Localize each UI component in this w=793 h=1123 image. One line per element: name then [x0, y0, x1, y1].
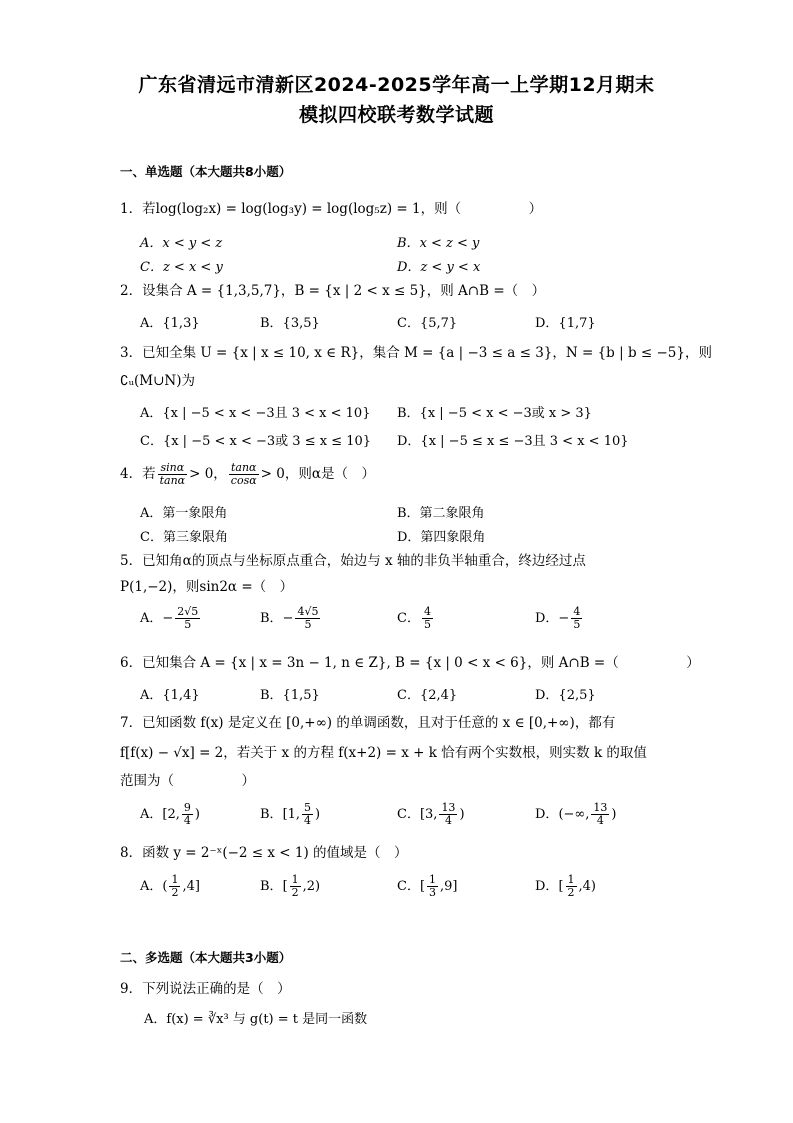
- question-8-stem: 8．函数 y = 2⁻ˣ(−2 ≤ x < 1) 的值域是（ ）: [120, 845, 408, 861]
- question-8-option-c: C．[ $\frac{1}{3}$ ,9]: [397, 873, 458, 899]
- question-2-option-c: C．{5,7}: [397, 316, 458, 331]
- question-6-option-b: B．{1,5}: [260, 688, 320, 703]
- question-4-fraction-2: $\frac{\tan\alpha}{\cos\alpha}$: [230, 461, 257, 487]
- question-7-stem-line3: 范围为（ ）: [120, 773, 255, 789]
- question-3-option-a: A．{x | −5 < x < −3且 3 < x < 10}: [140, 406, 371, 421]
- question-5-stem-line1: 5．已知角α的顶点与坐标原点重合，始边与 x 轴的非负半轴重合，终边经过点: [120, 553, 586, 569]
- question-5-stem-line2: P(1,−2)，则sin2α =（ ）: [120, 579, 294, 595]
- question-1-text: log(log₂x) = log(log₃y) = log(log₅z) = 1，则（ ）: [155, 201, 543, 217]
- question-2-option-a: A．{1,3}: [140, 316, 200, 331]
- question-4-option-c: C．第三象限角: [140, 530, 228, 545]
- question-4-stem: 4．若 $\frac{\sin\alpha}{\tan\alpha}$ > 0， $\frac{\tan\alpha}{\cos\alpha}$ > 0，则α是（ ）: [120, 461, 375, 487]
- question-4-option-a: A．第一象限角: [140, 506, 228, 521]
- question-1-option-b: B．x < z < y: [397, 236, 480, 251]
- section-heading-multi-choice: 二、多选题（本大题共3小题）: [120, 950, 292, 965]
- question-5-option-d: D．− $\frac{4}{5}$: [535, 605, 581, 631]
- section-heading-single-choice: 一、单选题（本大题共8小题）: [120, 164, 292, 179]
- question-7-option-b: B．[1, $\frac{5}{4}$ ): [260, 801, 321, 827]
- question-5-option-b: B．− $\frac{4√5}{5}$: [260, 605, 319, 631]
- question-1-option-a: A．x < y < z: [140, 236, 223, 251]
- question-3-option-b: B．{x | −5 < x < −3或 x > 3}: [397, 406, 592, 421]
- question-2-stem: 2．设集合 A = {1,3,5,7}，B = {x | 2 < x ≤ 5}，则 A∩B =（ ）: [120, 283, 546, 299]
- question-4-option-d: D．第四象限角: [397, 530, 486, 545]
- question-3-stem-line1: 3．已知全集 U = {x | x ≤ 10, x ∈ R}，集合 M = {a | −3 ≤ a ≤ 3}，N = {b | b ≤ −5}，则: [120, 345, 712, 361]
- question-9-stem: 9．下列说法正确的是（ ）: [120, 981, 291, 997]
- question-5-option-a: A．− $\frac{2√5}{5}$: [140, 605, 199, 631]
- question-2-option-b: B．{3,5}: [260, 316, 320, 331]
- question-4-option-b: B．第二象限角: [397, 506, 485, 521]
- question-3-option-d: D．{x | −5 ≤ x ≤ −3且 3 < x < 10}: [397, 434, 629, 449]
- question-6-option-c: C．{2,4}: [397, 688, 458, 703]
- question-8-option-b: B．[ $\frac{1}{2}$ ,2): [260, 873, 321, 899]
- question-1-stem: [120, 198, 680, 220]
- question-8-option-a: A．( $\frac{1}{2}$ ,4]: [140, 873, 200, 899]
- question-9-option-a: A．f(x) = ∛x³ 与 g(t) = t 是同一函数: [144, 1012, 368, 1027]
- question-7-option-d: D．(−∞, $\frac{13}{4}$ ): [535, 801, 617, 827]
- question-6-option-a: A．{1,4}: [140, 688, 200, 703]
- question-3-option-c: C．{x | −5 < x < −3或 3 ≤ x ≤ 10}: [140, 434, 372, 449]
- question-1-number: 1．若: [120, 201, 156, 217]
- question-6-option-d: D．{2,5}: [535, 688, 596, 703]
- question-8-option-d: D．[ $\frac{1}{2}$ ,4): [535, 873, 596, 899]
- question-7-option-a: A．[2, $\frac{9}{4}$ ): [140, 801, 200, 827]
- question-7-stem-line2: f[f(x) − √x] = 2，若关于 x 的方程 f(x+2) = x + k 恰有两个实数根，则实数 k 的取值: [120, 745, 647, 761]
- question-3-stem-line2: ∁ᵤ(M∪N)为: [120, 373, 195, 389]
- question-2-option-d: D．{1,7}: [535, 316, 596, 331]
- question-1-option-d: D．z < y < x: [397, 260, 481, 275]
- question-7-option-c: C．[3, $\frac{13}{4}$ ): [397, 801, 465, 827]
- question-1-option-c: C．z < x < y: [140, 260, 223, 275]
- question-4-fraction-1: $\frac{\sin\alpha}{\tan\alpha}$: [159, 461, 186, 487]
- exam-title-line1: 广东省清远市清新区2024-2025学年高一上学期12月期末: [138, 74, 655, 96]
- question-6-stem: 6．已知集合 A = {x | x = 3n − 1, n ∈ Z}, B = {x | 0 < x < 6}，则 A∩B =（ ）: [120, 655, 700, 671]
- question-7-stem-line1: 7．已知函数 f(x) 是定义在 [0,+∞) 的单调函数，且对于任意的 x ∈ [0,+∞)，都有: [120, 715, 616, 731]
- question-5-option-c: C． $\frac{4}{5}$: [397, 605, 431, 631]
- exam-title-line2: 模拟四校联考数学试题: [298, 104, 494, 126]
